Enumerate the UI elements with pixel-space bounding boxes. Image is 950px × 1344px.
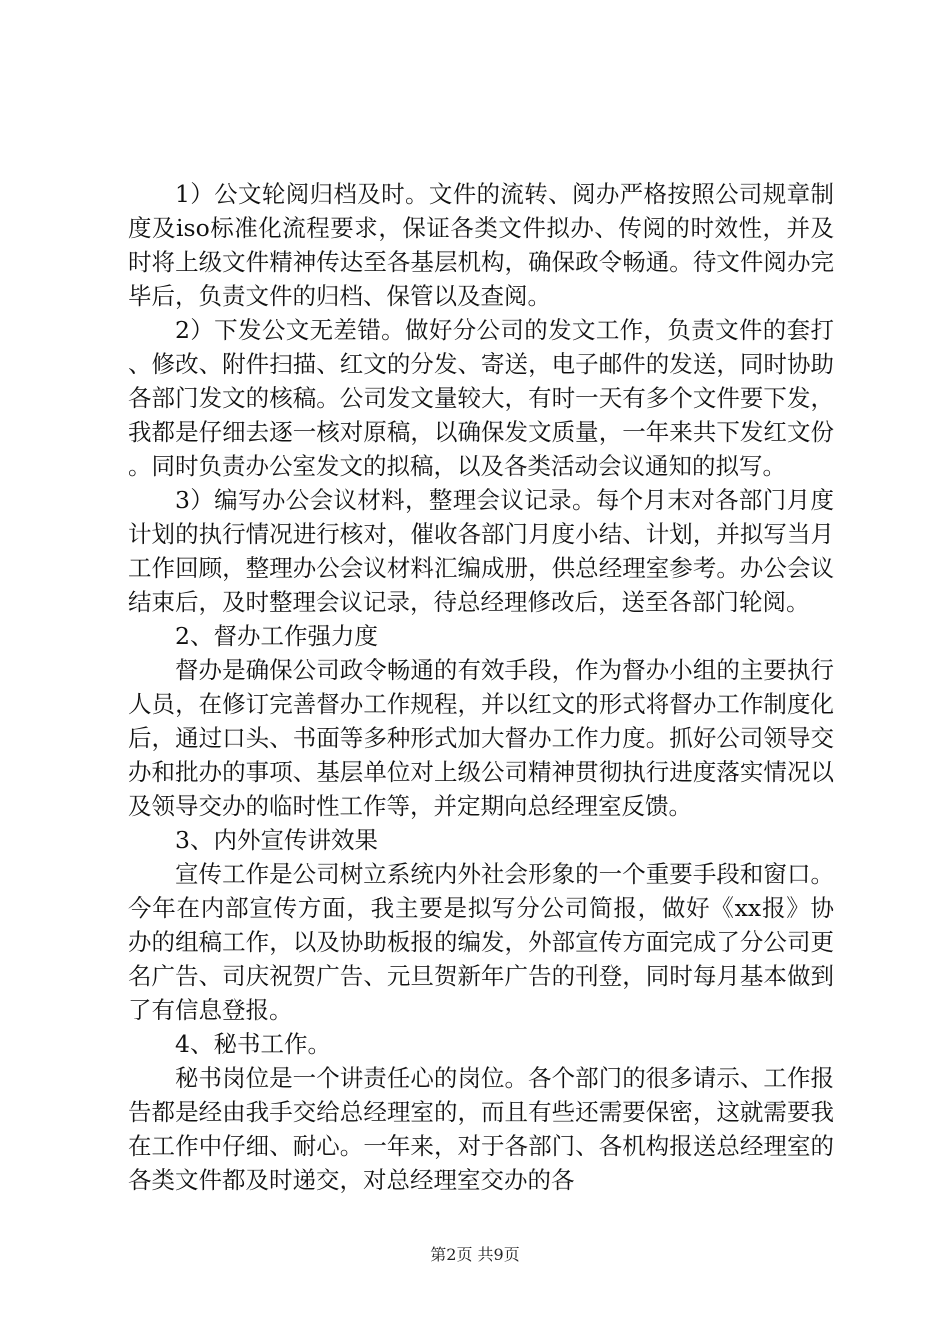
section-heading-secretary: 4、秘书工作。 [175,1030,331,1058]
page-number-footer: 第2页 共9页 [430,1245,520,1264]
paragraph-dispatch: 2）下发公文无差错。做好分公司的发文工作，负责文件的套打、修改、附件扫描、红文的分发、寄送，电子邮件的发送，同时协助各部门发文的核稿。公司发文量较大，有时一天有多个文件要下发，我都是仔细去逐一核对原稿，以确保发文质量，一年来共下发红文份。同时负责办公室发文的拟稿，以及各类活动会议通知的拟写。 [128,316,834,480]
document-body [128,177,834,1197]
paragraph-secretary: 秘书岗位是一个讲责任心的岗位。各个部门的很多请示、工作报告都是经由我手交给总经理室的，而且有些还需要保密，这就需要我在工作中仔细、耐心。一年来，对于各部门、各机构报送总经理室的各类文件都及时递交，对总经理室交办的各 [128,1064,834,1194]
paragraph-supervision: 督办是确保公司政令畅通的有效手段，作为督办小组的主要执行人员，在修订完善督办工作规程，并以红文的形式将督办工作制度化后，通过口头、书面等多种形式加大督办工作力度。抓好公司领导交办和批办的事项、基层单位对上级公司精神贯彻执行进度落实情况以及领导交办的临时性工作等，并定期向总经理室反馈。 [128,656,834,820]
section-heading-supervision: 2、督办工作强力度 [175,622,378,650]
section-heading-publicity: 3、内外宣传讲效果 [175,826,378,854]
paragraph-archive: 1）公文轮阅归档及时。文件的流转、阅办严格按照公司规章制度及iso标准化流程要求，保证各类文件拟办、传阅的时效性，并及时将上级文件精神传达至各基层机构，确保政令畅通。待文件阅办完毕后，负责文件的归档、保管以及查阅。 [128,180,834,310]
paragraph-publicity: 宣传工作是公司树立系统内外社会形象的一个重要手段和窗口。今年在内部宣传方面，我主要是拟写分公司简报，做好《xx报》协办的组稿工作，以及协助板报的编发，外部宣传方面完成了分公司更名广告、司庆祝贺广告、元旦贺新年广告的刊登，同时每月基本做到了有信息登报。 [128,860,834,1024]
paragraph-meeting-materials: 3）编写办公会议材料，整理会议记录。每个月末对各部门月度计划的执行情况进行核对，催收各部门月度小结、计划，并拟写当月工作回顾，整理办公会议材料汇编成册，供总经理室参考。办公会议结束后，及时整理会议记录，待总经理修改后，送至各部门轮阅。 [128,486,834,616]
